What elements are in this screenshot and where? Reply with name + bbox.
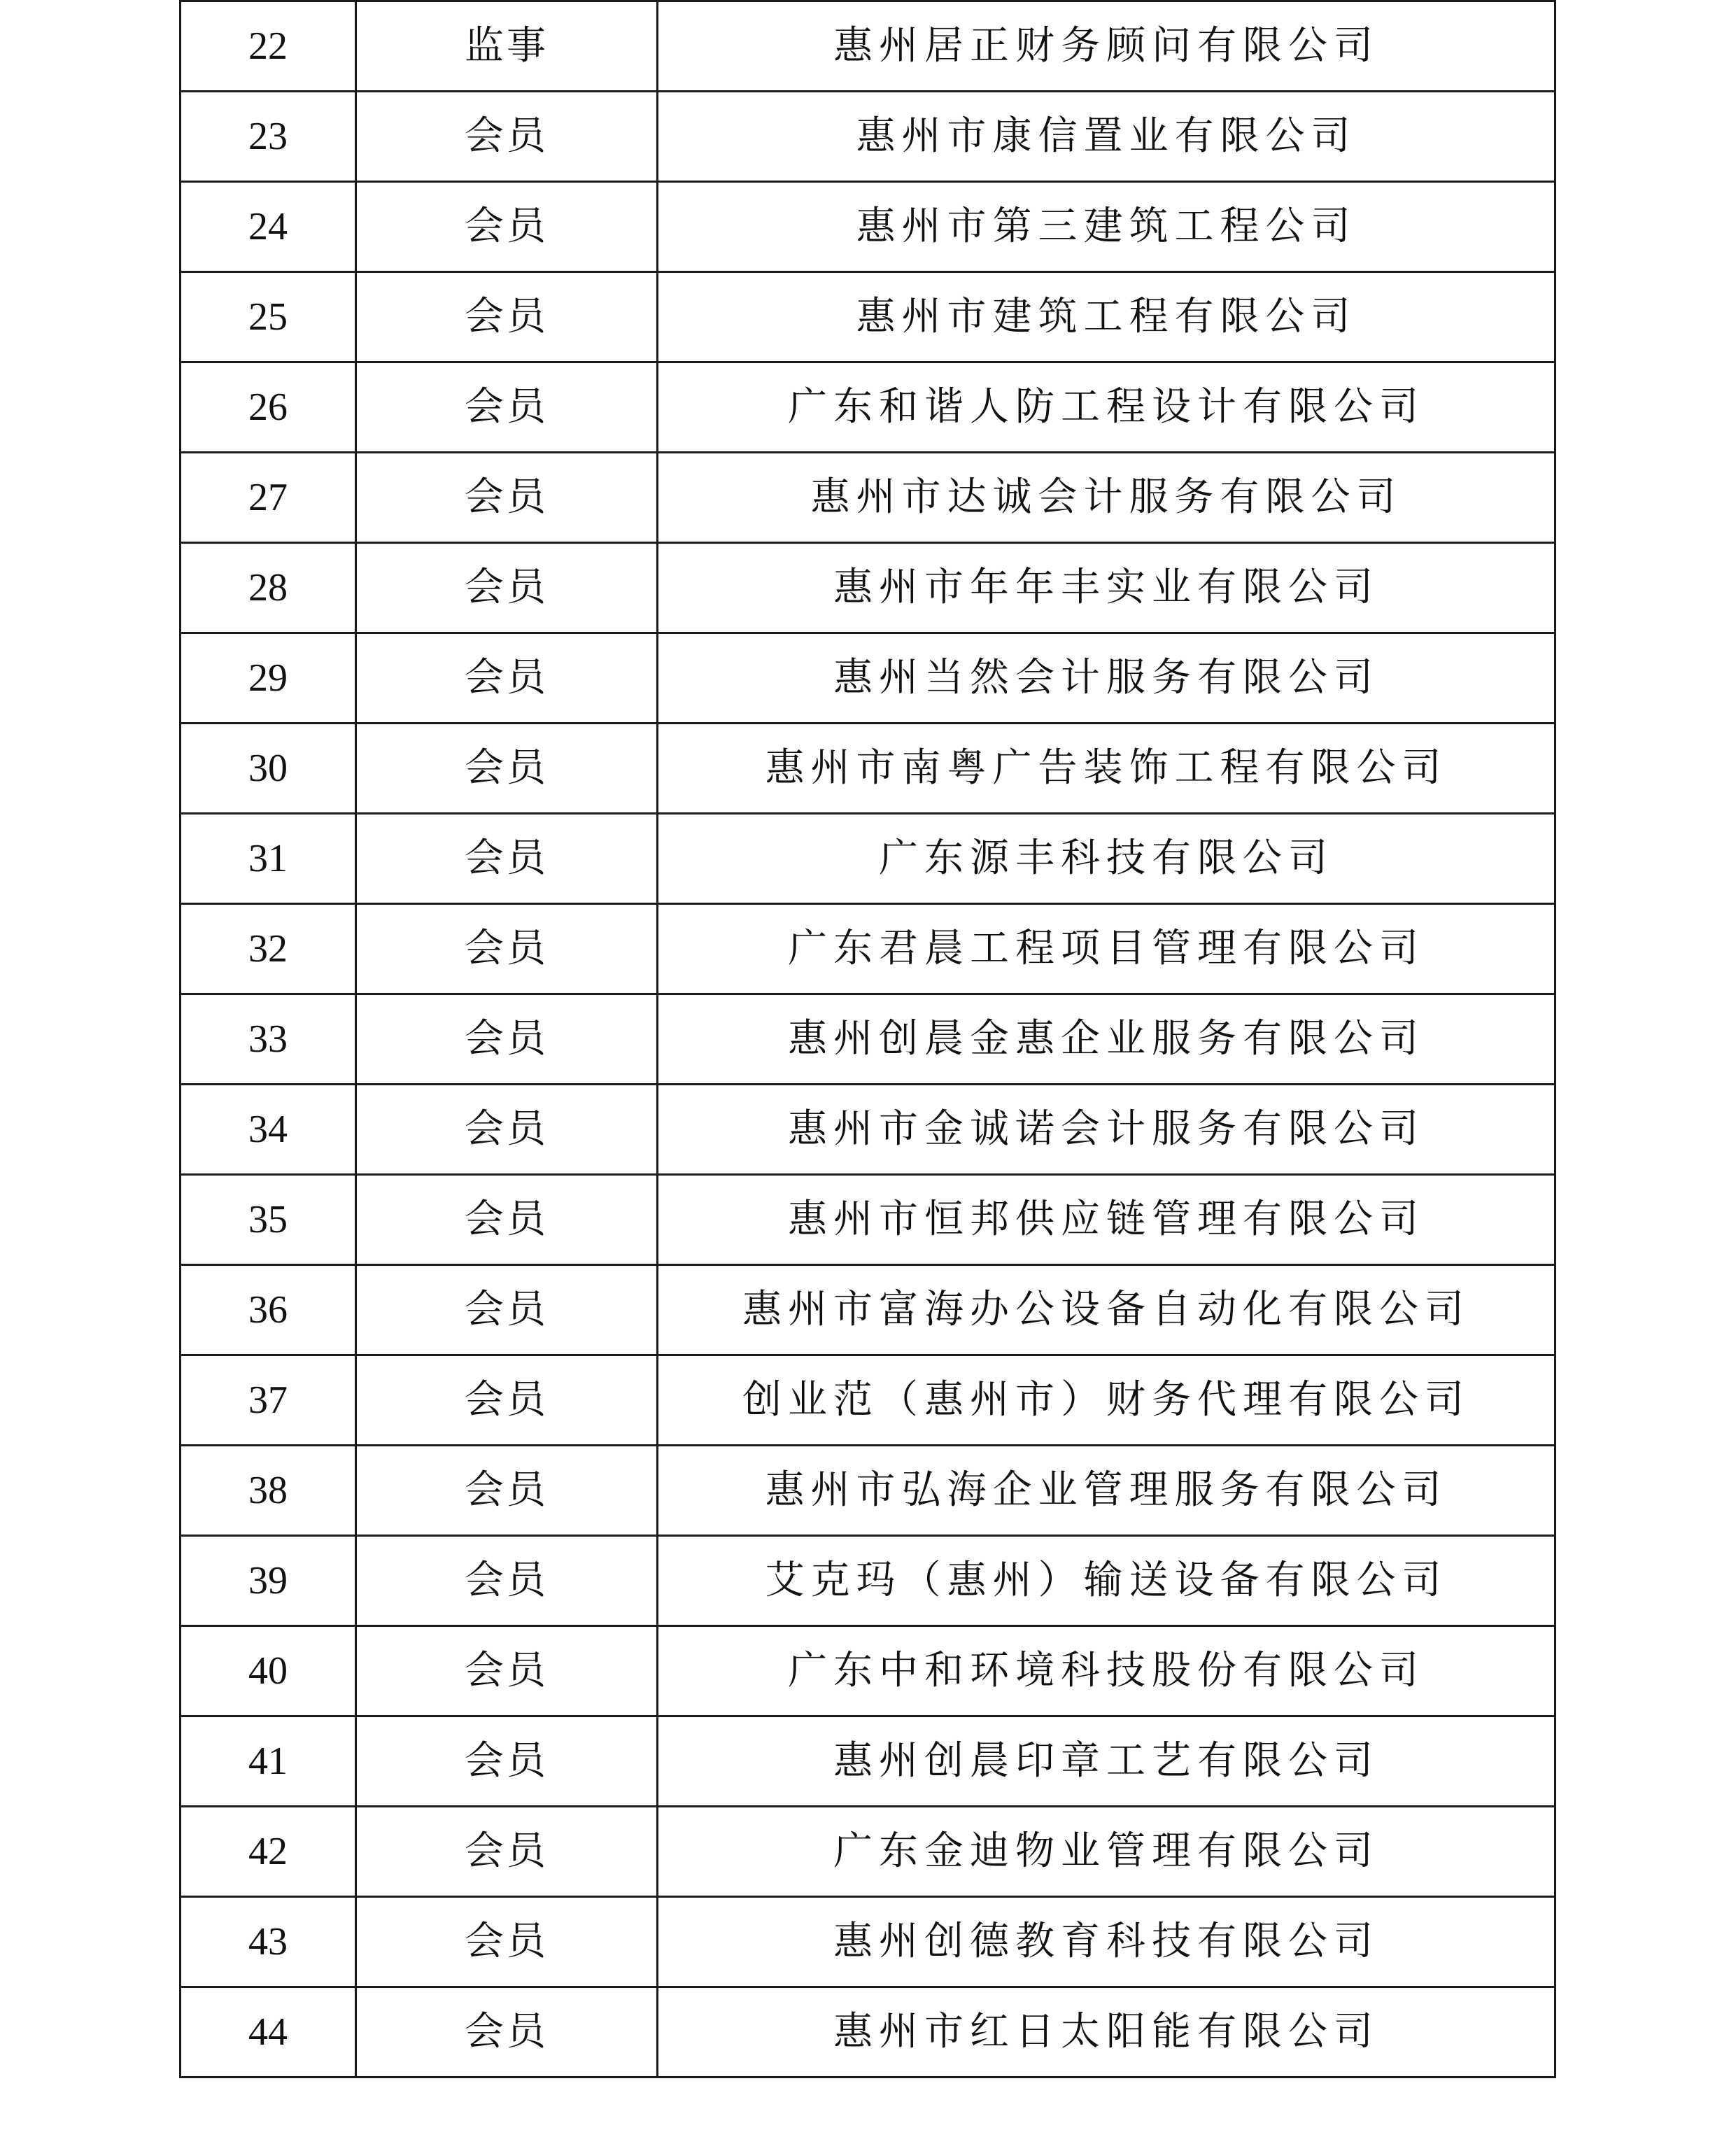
company-name: 惠州市达诚会计服务有限公司 (658, 453, 1555, 543)
row-number: 39 (181, 1536, 356, 1626)
member-role: 会员 (356, 272, 658, 362)
row-number: 42 (181, 1807, 356, 1897)
member-role: 会员 (356, 994, 658, 1085)
member-role: 会员 (356, 92, 658, 182)
row-number: 44 (181, 1987, 356, 2078)
table-row (181, 362, 1555, 453)
member-list-table (179, 0, 1556, 2078)
table-row (181, 724, 1555, 814)
row-number: 33 (181, 994, 356, 1085)
company-name: 惠州创晨印章工艺有限公司 (658, 1716, 1555, 1807)
row-number: 22 (181, 1, 356, 92)
company-name: 惠州市富海办公设备自动化有限公司 (658, 1265, 1555, 1355)
member-role: 会员 (356, 182, 658, 272)
table-row (181, 904, 1555, 994)
member-role: 会员 (356, 1446, 658, 1536)
table-row (181, 453, 1555, 543)
member-role: 会员 (356, 814, 658, 904)
member-role: 会员 (356, 1175, 658, 1265)
table-row (181, 272, 1555, 362)
table-row (181, 633, 1555, 724)
company-name: 惠州居正财务顾问有限公司 (658, 1, 1555, 92)
company-name: 惠州市弘海企业管理服务有限公司 (658, 1446, 1555, 1536)
member-role: 会员 (356, 1626, 658, 1716)
member-role: 会员 (356, 1897, 658, 1987)
company-name: 创业范（惠州市）财务代理有限公司 (658, 1355, 1555, 1446)
table-row (181, 1085, 1555, 1175)
table-row (181, 543, 1555, 633)
table-row (181, 1, 1555, 92)
table-row (181, 994, 1555, 1085)
member-role: 会员 (356, 1716, 658, 1807)
company-name: 惠州市南粤广告装饰工程有限公司 (658, 724, 1555, 814)
row-number: 43 (181, 1897, 356, 1987)
table-row (181, 182, 1555, 272)
row-number: 25 (181, 272, 356, 362)
table-row (181, 1265, 1555, 1355)
table-row (181, 1536, 1555, 1626)
row-number: 28 (181, 543, 356, 633)
row-number: 31 (181, 814, 356, 904)
company-name: 广东中和环境科技股份有限公司 (658, 1626, 1555, 1716)
company-name: 艾克玛（惠州）输送设备有限公司 (658, 1536, 1555, 1626)
row-number: 23 (181, 92, 356, 182)
member-table-body (181, 1, 1555, 2078)
table-row (181, 1897, 1555, 1987)
company-name: 惠州创晨金惠企业服务有限公司 (658, 994, 1555, 1085)
member-role: 会员 (356, 1265, 658, 1355)
table-row (181, 1807, 1555, 1897)
row-number: 38 (181, 1446, 356, 1536)
member-role: 会员 (356, 633, 658, 724)
table-row (181, 814, 1555, 904)
row-number: 27 (181, 453, 356, 543)
table-row (181, 1446, 1555, 1536)
row-number: 41 (181, 1716, 356, 1807)
table-row (181, 1175, 1555, 1265)
member-role: 会员 (356, 1987, 658, 2078)
table-row (181, 1716, 1555, 1807)
company-name: 惠州当然会计服务有限公司 (658, 633, 1555, 724)
row-number: 24 (181, 182, 356, 272)
table-row (181, 1355, 1555, 1446)
company-name: 惠州市金诚诺会计服务有限公司 (658, 1085, 1555, 1175)
table-row (181, 1626, 1555, 1716)
table-row (181, 92, 1555, 182)
member-role: 会员 (356, 1355, 658, 1446)
row-number: 26 (181, 362, 356, 453)
company-name: 惠州市恒邦供应链管理有限公司 (658, 1175, 1555, 1265)
member-role: 会员 (356, 362, 658, 453)
member-role: 监事 (356, 1, 658, 92)
company-name: 惠州市红日太阳能有限公司 (658, 1987, 1555, 2078)
company-name: 广东金迪物业管理有限公司 (658, 1807, 1555, 1897)
row-number: 29 (181, 633, 356, 724)
row-number: 40 (181, 1626, 356, 1716)
member-role: 会员 (356, 1085, 658, 1175)
row-number: 35 (181, 1175, 356, 1265)
member-role: 会员 (356, 1807, 658, 1897)
company-name: 惠州创德教育科技有限公司 (658, 1897, 1555, 1987)
row-number: 30 (181, 724, 356, 814)
company-name: 惠州市年年丰实业有限公司 (658, 543, 1555, 633)
member-role: 会员 (356, 904, 658, 994)
row-number: 34 (181, 1085, 356, 1175)
row-number: 32 (181, 904, 356, 994)
member-role: 会员 (356, 453, 658, 543)
company-name: 惠州市康信置业有限公司 (658, 92, 1555, 182)
member-role: 会员 (356, 543, 658, 633)
row-number: 36 (181, 1265, 356, 1355)
company-name: 惠州市第三建筑工程公司 (658, 182, 1555, 272)
company-name: 广东和谐人防工程设计有限公司 (658, 362, 1555, 453)
member-role: 会员 (356, 1536, 658, 1626)
table-row (181, 1987, 1555, 2078)
company-name: 广东源丰科技有限公司 (658, 814, 1555, 904)
company-name: 广东君晨工程项目管理有限公司 (658, 904, 1555, 994)
row-number: 37 (181, 1355, 356, 1446)
member-role: 会员 (356, 724, 658, 814)
company-name: 惠州市建筑工程有限公司 (658, 272, 1555, 362)
